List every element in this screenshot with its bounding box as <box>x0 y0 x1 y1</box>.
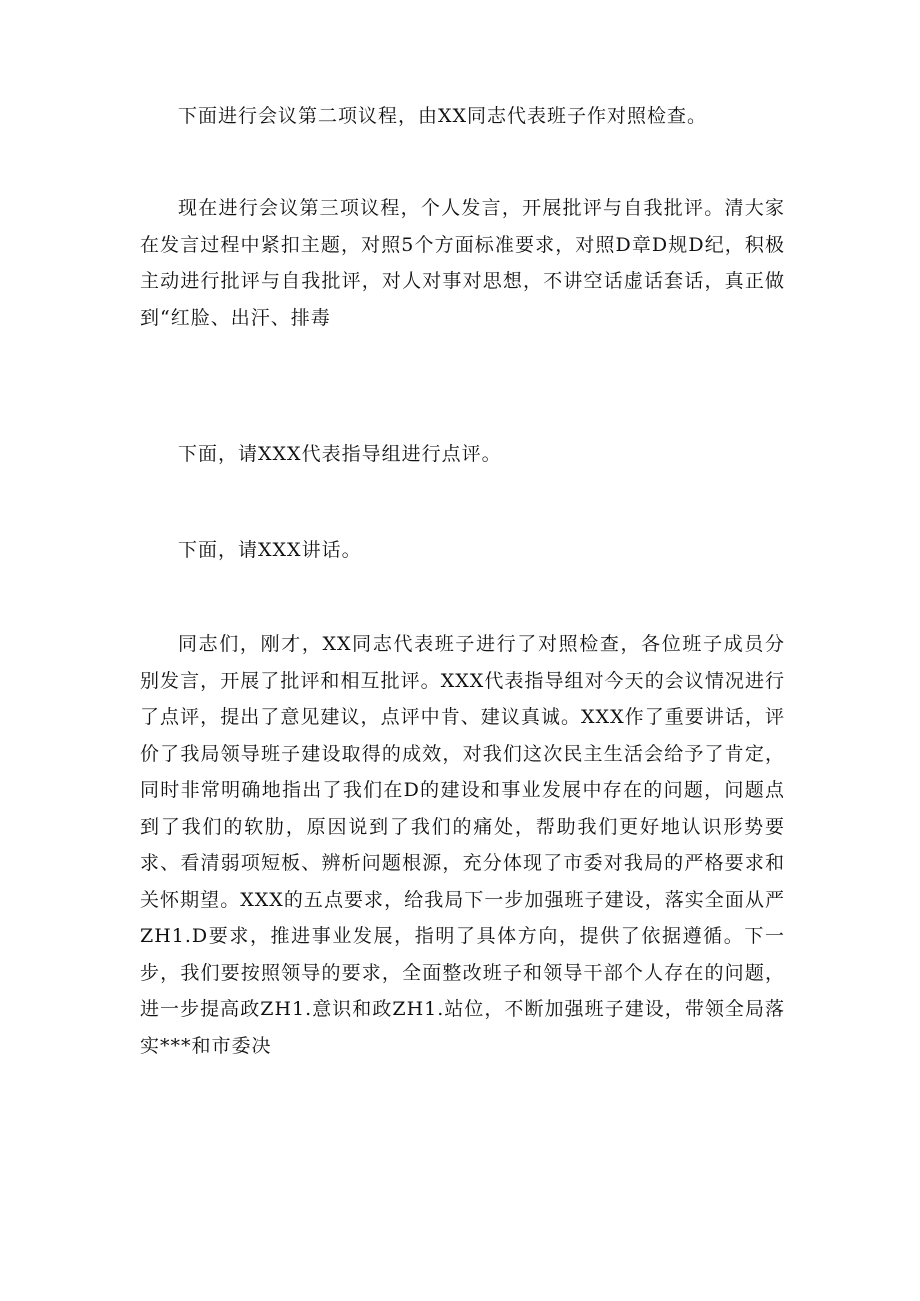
paragraph-agenda-item-two: 下面进行会议第二项议程，由XX同志代表班子作对照检查。 <box>178 105 708 127</box>
paragraph-leader-speech: 下面，请XXX讲话。 <box>178 539 362 561</box>
paragraph-agenda-item-three: 现在进行会议第三项议程，个人发言，开展批评与自我批评。清大家在发言过程中紧扣主题，对照5个方面标准要求，对照D章D规D纪，积极主动进行批评与自我批评，对人对事对思想，不讲空话虚话套话，真正做到“红脸、出汗、排毒 <box>140 197 785 329</box>
paragraph-guidance-group-review: 下面，请XXX代表指导组进行点评。 <box>178 443 502 465</box>
paragraph-closing-summary: 同志们，刚才，XX同志代表班子进行了对照检查，各位班子成员分别发言，开展了批评和相互批评。XXX代表指导组对今天的会议情况进行了点评，提出了意见建议，点评中肯、建议真诚。XXX作了重要讲话，评价了我局领导班子建设取得的成效，对我们这次民主生活会给予了肯定，同时非常明确地指出了我们在D的建设和事业发展中存在的问题，问题点到了我们的软肋，原因说到了我们的痛处，帮助我们更好地认识形势要求、看清弱项短板、辨析问题根源，充分体现了市委对我局的严格要求和关怀期望。XXX的五点要求，给我局下一步加强班子建设，落实全面从严ZH1.D要求，推进事业发展，指明了具体方向，提供了依据遵循。下一步，我们要按照领导的要求，全面整改班子和领导干部个人存在的问题，进一步提高政ZH1.意识和政ZH1.站位，不断加强班子建设，带领全局落实***和市委决 <box>140 633 785 1057</box>
